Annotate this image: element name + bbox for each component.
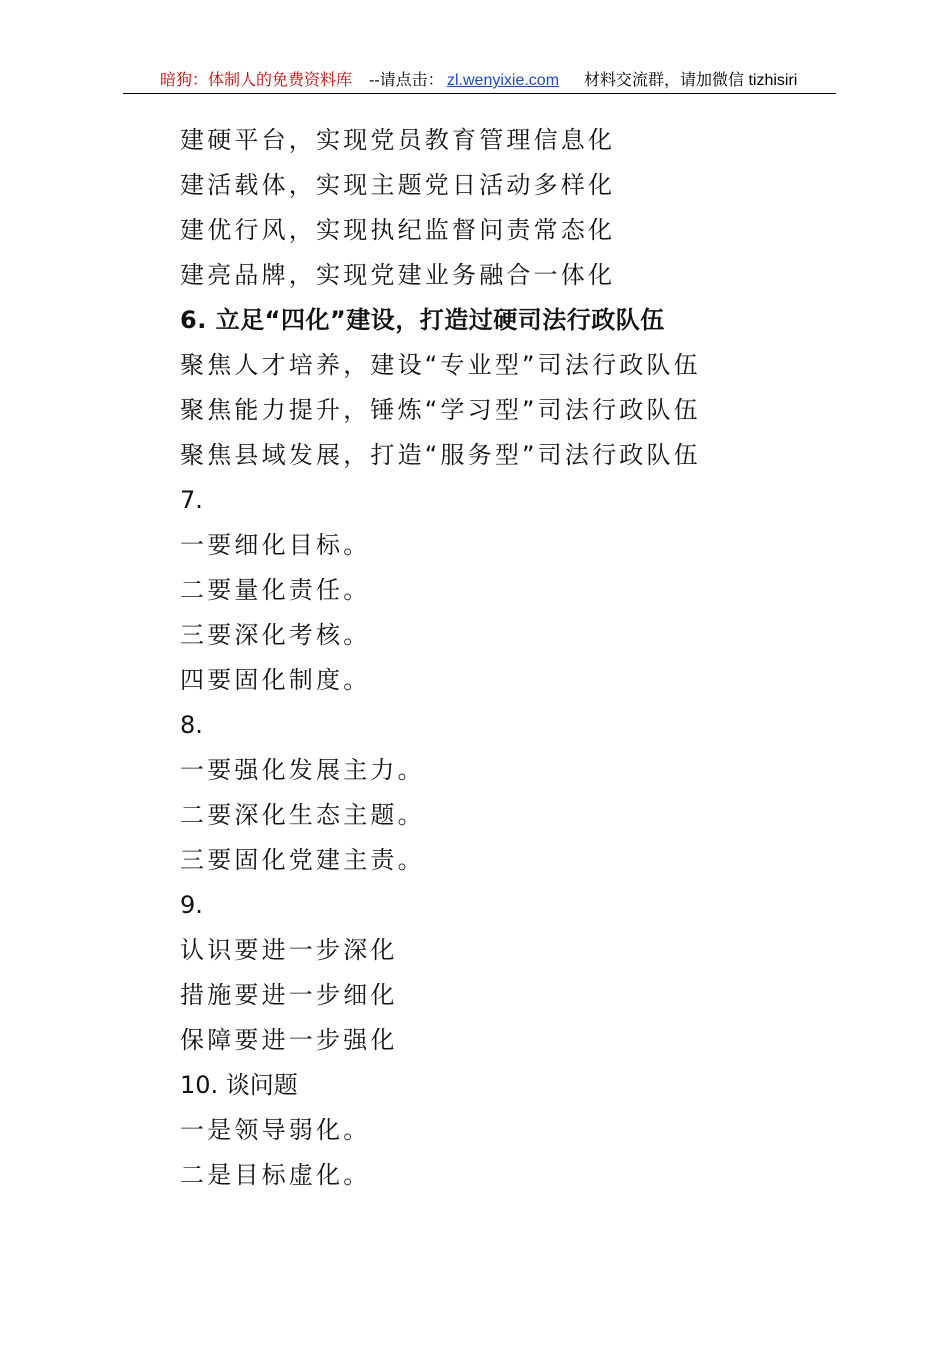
text-line: 建活载体，实现主题党日活动多样化	[180, 171, 616, 199]
text-line: 一是领导弱化。	[180, 1116, 371, 1144]
text-line: 二要量化责任。	[180, 576, 371, 604]
text-line: 二要深化生态主题。	[180, 801, 425, 829]
text-line: 一要细化目标。	[180, 531, 371, 559]
text-line: 一要强化发展主力。	[180, 756, 425, 784]
text-line: 二是目标虚化。	[180, 1161, 371, 1189]
text-line: 建优行风，实现执纪监督问责常态化	[180, 216, 616, 244]
text-line: 建硬平台，实现党员教育管理信息化	[180, 126, 616, 154]
document-body	[180, 118, 880, 1198]
text-line: 聚焦县域发展，打造“服务型”司法行政队伍	[180, 441, 701, 469]
text-line: 措施要进一步细化	[180, 981, 398, 1009]
text-line: 建亮品牌，实现党建业务融合一体化	[180, 261, 616, 289]
header-brand: 暗狗：体制人的免费资料库	[160, 72, 353, 89]
section-number: 8.	[180, 711, 203, 739]
text-line: 聚焦人才培养，建设“专业型”司法行政队伍	[180, 351, 701, 379]
section-number: 9.	[180, 891, 203, 919]
header-link[interactable]: zl.wenyixie.com	[447, 72, 560, 89]
header-divider	[123, 93, 836, 94]
text-line: 四要固化制度。	[180, 666, 371, 694]
section-heading: 6. 立足“四化”建设，打造过硬司法行政队伍	[180, 306, 665, 334]
section-number: 10. 谈问题	[180, 1071, 298, 1099]
text-line: 聚焦能力提升，锤炼“学习型”司法行政队伍	[180, 396, 701, 424]
page-header	[0, 70, 950, 92]
header-contact: 材料交流群，请加微信 tizhisiri	[584, 72, 798, 89]
section-number: 7.	[180, 486, 203, 514]
text-line: 三要深化考核。	[180, 621, 371, 649]
header-prompt: --请点击：	[369, 72, 444, 89]
text-line: 认识要进一步深化	[180, 936, 398, 964]
text-line: 三要固化党建主责。	[180, 846, 425, 874]
text-line: 保障要进一步强化	[180, 1026, 398, 1054]
